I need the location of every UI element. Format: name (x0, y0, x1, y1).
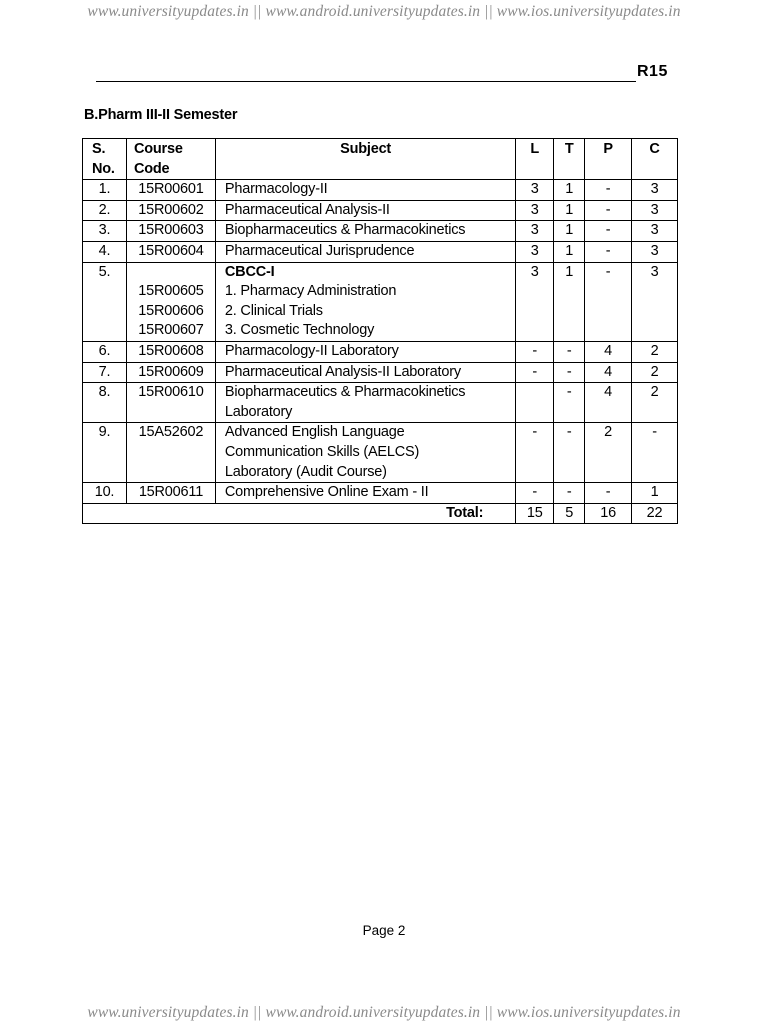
cell-subject: Pharmaceutical Analysis-II Laboratory (215, 362, 515, 383)
cell-c: 2 (632, 362, 678, 383)
cell-subject: Comprehensive Online Exam - II (215, 483, 515, 504)
cell-c: 3 (632, 241, 678, 262)
cell-sno: 10. (83, 483, 127, 504)
cell-code: 15R00608 (126, 341, 215, 362)
subject-line: Laboratory (Audit Course) (224, 463, 387, 480)
header-p: P (585, 139, 632, 180)
subject-line: Biopharmaceutics & Pharmacokinetics (224, 384, 466, 401)
cell-code: 15R00611 (126, 483, 215, 504)
elective-subject: 1. Pharmacy Administration (224, 283, 397, 300)
cell-c: 3 (632, 262, 678, 341)
cell-l: - (516, 341, 554, 362)
cell-code: 15R00609 (126, 362, 215, 383)
header-l: L (516, 139, 554, 180)
cell-sno: 4. (83, 241, 127, 262)
table-row (83, 383, 678, 423)
cell-l: 3 (516, 221, 554, 242)
cell-p: - (585, 262, 632, 341)
cell-t: - (554, 341, 585, 362)
cell-p: 4 (585, 341, 632, 362)
total-t: 5 (554, 503, 585, 524)
cell-c: - (632, 423, 678, 483)
cell-p: 4 (585, 383, 632, 423)
semester-title: B.Pharm III-II Semester (84, 107, 238, 123)
elective-code: 15R00607 (138, 322, 204, 339)
cell-c: 3 (632, 221, 678, 242)
cell-subject: Pharmaceutical Analysis-II (215, 200, 515, 221)
cell-sno: 8. (83, 383, 127, 423)
watermark-top: www.universityupdates.in || www.android.universityupdates.in || www.ios.universityupdates.in (87, 3, 681, 20)
cell-p: - (585, 483, 632, 504)
cell-l: 3 (516, 241, 554, 262)
cell-code: 15A52602 (126, 423, 215, 483)
cell-l (516, 383, 554, 423)
header-c: C (632, 139, 678, 180)
cell-t: - (554, 383, 585, 423)
cell-subject: Pharmaceutical Jurisprudence (215, 241, 515, 262)
header-rule (96, 81, 636, 82)
cell-t: - (554, 362, 585, 383)
header-t: T (554, 139, 585, 180)
header-subject: Subject (215, 139, 515, 180)
cell-p: - (585, 221, 632, 242)
total-c: 22 (632, 503, 678, 524)
table-total-row (83, 503, 678, 524)
cell-p: - (585, 180, 632, 201)
cell-sno: 3. (83, 221, 127, 242)
cell-l: - (516, 423, 554, 483)
subject-line: Advanced English Language (224, 424, 405, 441)
cell-l: - (516, 483, 554, 504)
watermark-bottom: www.universityupdates.in || www.android.universityupdates.in || www.ios.universityupdates.in (87, 1004, 681, 1021)
total-l: 15 (516, 503, 554, 524)
total-label: Total: (83, 503, 516, 524)
cell-sno: 7. (83, 362, 127, 383)
table-row (83, 423, 678, 483)
elective-code: 15R00606 (138, 302, 204, 319)
cell-p: 2 (585, 423, 632, 483)
cell-sno: 2. (83, 200, 127, 221)
table-row (83, 341, 678, 362)
elective-code: 15R00605 (138, 283, 204, 300)
cell-l: - (516, 362, 554, 383)
cell-code-list (126, 262, 215, 341)
cell-t: 1 (554, 200, 585, 221)
cell-t: 1 (554, 221, 585, 242)
cell-t: 1 (554, 241, 585, 262)
cell-subject: Pharmacology-II Laboratory (215, 341, 515, 362)
course-table (82, 138, 678, 524)
cell-sno: 5. (83, 262, 127, 341)
subject-line: Laboratory (224, 403, 293, 420)
cell-subject (215, 423, 515, 483)
table-header-row (83, 139, 678, 180)
cell-subject: Pharmacology-II (215, 180, 515, 201)
page-number: Page 2 (362, 923, 406, 938)
cell-l: 3 (516, 180, 554, 201)
cell-subject: Biopharmaceutics & Pharmacokinetics (215, 221, 515, 242)
cell-code: 15R00604 (126, 241, 215, 262)
cell-c: 3 (632, 180, 678, 201)
cell-subject-list (215, 262, 515, 341)
cell-c: 2 (632, 383, 678, 423)
table-row (83, 483, 678, 504)
cell-c: 1 (632, 483, 678, 504)
cell-p: 4 (585, 362, 632, 383)
elective-group-heading: CBCC-I (224, 263, 275, 280)
header-sno: S. No. (83, 139, 127, 180)
header-course-code: Course Code (126, 139, 215, 180)
cell-code: 15R00601 (126, 180, 215, 201)
cell-l: 3 (516, 262, 554, 341)
cell-l: 3 (516, 200, 554, 221)
cell-p: - (585, 241, 632, 262)
cell-c: 2 (632, 341, 678, 362)
cell-t: 1 (554, 262, 585, 341)
subject-line: Communication Skills (AELCS) (224, 443, 420, 460)
table-row (83, 221, 678, 242)
regulation-code: R15 (637, 63, 668, 80)
table-row-cbcc (83, 262, 678, 341)
elective-subject: 3. Cosmetic Technology (224, 322, 375, 339)
cell-subject (215, 383, 515, 423)
cell-t: - (554, 423, 585, 483)
cell-c: 3 (632, 200, 678, 221)
cell-t: - (554, 483, 585, 504)
cell-code: 15R00603 (126, 221, 215, 242)
table-row (83, 200, 678, 221)
cell-t: 1 (554, 180, 585, 201)
cell-sno: 6. (83, 341, 127, 362)
cell-sno: 1. (83, 180, 127, 201)
cell-p: - (585, 200, 632, 221)
table-row (83, 362, 678, 383)
elective-subject: 2. Clinical Trials (224, 302, 323, 319)
total-p: 16 (585, 503, 632, 524)
table-row (83, 241, 678, 262)
cell-code: 15R00602 (126, 200, 215, 221)
table-row (83, 180, 678, 201)
cell-code: 15R00610 (126, 383, 215, 423)
cell-sno: 9. (83, 423, 127, 483)
